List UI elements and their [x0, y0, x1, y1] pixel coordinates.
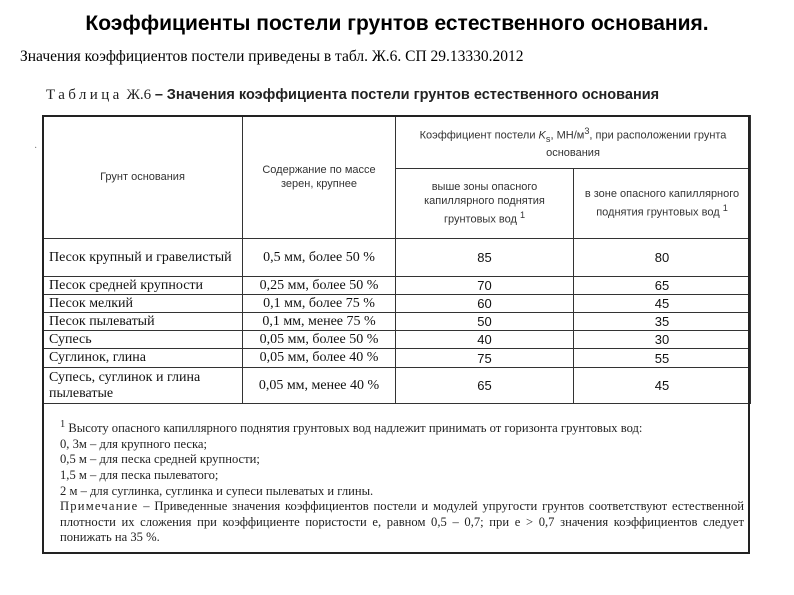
cell-soil: Супесь, суглинок и глина пылеватые — [43, 368, 243, 404]
header-content: Содержание по массе зерен, крупнее — [243, 116, 396, 239]
cell-within: 35 — [574, 313, 751, 331]
stray-mark: · — [34, 143, 38, 154]
header-coefficient-suffix: , при расположении грунта основания — [546, 129, 727, 159]
header-above-sup: 1 — [519, 210, 526, 221]
header-coefficient-unit: МН/м — [556, 129, 585, 142]
cell-soil: Суглинок, глина — [43, 349, 243, 368]
table-caption-label: Таблица — [46, 87, 123, 103]
header-within-sup: 1 — [722, 203, 728, 214]
cell-soil: Песок мелкий — [43, 295, 243, 313]
header-coefficient-prefix: Коэффициент постели — [419, 129, 536, 142]
cell-soil: Песок крупный и гравелистый — [43, 239, 243, 277]
cell-above: 75 — [396, 349, 574, 368]
remark-text: – Приведенные значения коэффициентов постели и модулей упругости грунтов соответствуют естественной плотности их сложения при коэффициенте пористости е, равном 0,5 – 0,7; при е > 0,7 значения коэффициентов следует понижать на 35 %. — [60, 499, 744, 545]
cell-within: 55 — [574, 349, 751, 368]
cell-within: 80 — [574, 239, 751, 277]
remark-label: Примечание — [60, 499, 139, 514]
cell-content: 0,1 мм, менее 75 % — [243, 313, 396, 331]
cell-content: 0,5 мм, более 50 % — [243, 239, 396, 277]
cell-within: 30 — [574, 331, 751, 349]
cell-content: 0,05 мм, более 50 % — [243, 331, 396, 349]
cell-above: 85 — [396, 239, 574, 277]
cell-soil: Песок пылеватый — [43, 313, 243, 331]
cell-soil: Супесь — [43, 331, 243, 349]
table-caption-number: Ж.6 — [126, 87, 152, 103]
cell-within: 45 — [574, 295, 751, 313]
footnote-line: 0, 3м – для крупного песка; — [60, 436, 207, 451]
header-soil: Грунт основания — [43, 116, 243, 239]
table-notes — [60, 417, 744, 546]
header-coefficient-unit-sup: 3 — [584, 126, 590, 137]
slide-title: Коэффициенты постели грунтов естественного основания. — [85, 12, 709, 35]
header-coefficient: Коэффициент постели $K_s$, $МН/м^3$, при расположении грунта основания — [396, 116, 751, 169]
table-caption-title: Значения коэффициента постели грунтов естественного основания — [166, 87, 660, 103]
footnote-line: 2 м – для суглинка, суглинка и супеси пылеватых и глины. — [60, 483, 374, 498]
cell-above: 70 — [396, 277, 574, 295]
table-caption-dash: – — [154, 87, 163, 103]
footnote-line: 1,5 м – для песка пылеватого; — [60, 467, 219, 482]
footnote-mark: 1 — [60, 419, 66, 430]
cell-content: 0,05 мм, менее 40 % — [243, 368, 396, 404]
cell-content: 0,25 мм, более 50 % — [243, 277, 396, 295]
cell-content: 0,1 мм, более 75 % — [243, 295, 396, 313]
cell-within: 65 — [574, 277, 751, 295]
table-caption — [46, 87, 659, 104]
cell-content: 0,05 мм, более 40 % — [243, 349, 396, 368]
footnote-text: Высоту опасного капиллярного поднятия грунтовых вод надлежит принимать от горизонта грунтовых вод: — [68, 421, 643, 436]
cell-soil: Песок средней крупности — [43, 277, 243, 295]
cell-above: 40 — [396, 331, 574, 349]
cell-within: 45 — [574, 368, 751, 404]
footnote-line: 0,5 м – для песка средней крупности; — [60, 452, 260, 467]
remark — [60, 499, 744, 546]
header-coefficient-sub: s — [545, 133, 551, 144]
cell-above: 50 — [396, 313, 574, 331]
footnote — [60, 417, 744, 437]
header-coefficient-symbol: K — [538, 129, 546, 142]
cell-above: 65 — [396, 368, 574, 404]
header-within-text: в зоне опасного капиллярного поднятия грунтовых вод — [584, 188, 740, 219]
header-above-text: выше зоны опасного капиллярного поднятия грунтовых вод — [424, 181, 545, 226]
subtitle: Значения коэффициентов постели приведены в табл. Ж.6. СП 29.13330.2012 — [20, 48, 524, 65]
cell-above: 60 — [396, 295, 574, 313]
